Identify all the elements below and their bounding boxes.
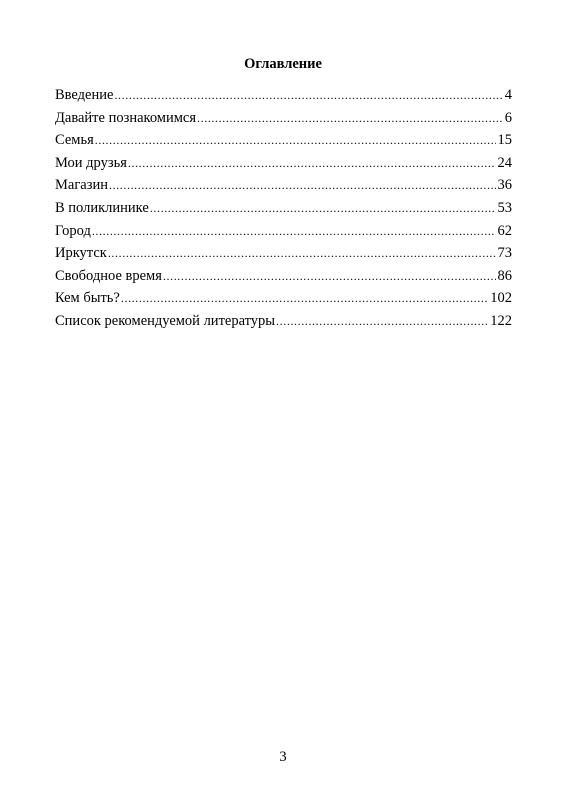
dot-leader — [95, 129, 496, 152]
toc-entry-page: 86 — [497, 267, 512, 284]
toc-entry-page: 4 — [504, 87, 512, 103]
toc-entry-shop[interactable] — [55, 174, 512, 197]
toc-entry-who-to-be[interactable] — [55, 287, 512, 310]
toc-entry-label: Кем быть? — [55, 290, 120, 307]
toc-entry-page: 36 — [497, 177, 512, 194]
toc-entry-label: Список рекомендуемой литературы — [55, 312, 276, 329]
toc-entry-clinic[interactable] — [55, 197, 512, 220]
toc-entry-page: 62 — [497, 222, 512, 239]
dot-leader — [197, 107, 503, 130]
toc-entry-page: 53 — [497, 199, 512, 216]
toc-entry-page: 102 — [490, 290, 512, 307]
toc-title: Оглавление — [244, 56, 322, 72]
page-number: 3 — [279, 749, 287, 765]
dot-leader — [163, 265, 496, 288]
toc-entry-irkutsk[interactable] — [55, 242, 512, 265]
toc-entry-label: Введение — [55, 87, 114, 103]
toc-entry-family[interactable] — [55, 129, 512, 152]
toc-entry-label: Мои друзья — [55, 154, 127, 171]
dot-leader — [276, 310, 488, 333]
dot-leader — [92, 220, 496, 243]
toc-entry-label: Семья — [55, 132, 94, 149]
toc-entry-label: Свободное время — [55, 267, 162, 284]
dot-leader — [128, 152, 496, 175]
dot-leader — [121, 287, 488, 310]
toc-entry-label: В поликлинике — [55, 199, 149, 216]
toc-entry-introduction[interactable] — [55, 84, 512, 107]
toc-entry-references[interactable] — [55, 310, 512, 333]
table-of-contents — [55, 84, 512, 333]
toc-entry-lets-meet[interactable] — [55, 107, 512, 130]
toc-entry-city[interactable] — [55, 220, 512, 243]
toc-entry-page: 6 — [504, 109, 512, 126]
dot-leader — [108, 242, 496, 265]
toc-entry-label: Магазин — [55, 177, 108, 194]
toc-entry-page: 73 — [497, 245, 512, 262]
toc-entry-label: Город — [55, 222, 91, 239]
toc-entry-page: 15 — [497, 132, 512, 149]
toc-entry-page: 24 — [497, 154, 512, 171]
dot-leader — [150, 197, 496, 220]
dot-leader — [114, 84, 502, 107]
dot-leader — [109, 174, 496, 197]
toc-entry-label: Иркутск — [55, 245, 107, 262]
toc-entry-page: 122 — [490, 312, 512, 329]
toc-entry-my-friends[interactable] — [55, 152, 512, 175]
toc-entry-label: Давайте познакомимся — [55, 109, 197, 126]
toc-entry-free-time[interactable] — [55, 265, 512, 288]
